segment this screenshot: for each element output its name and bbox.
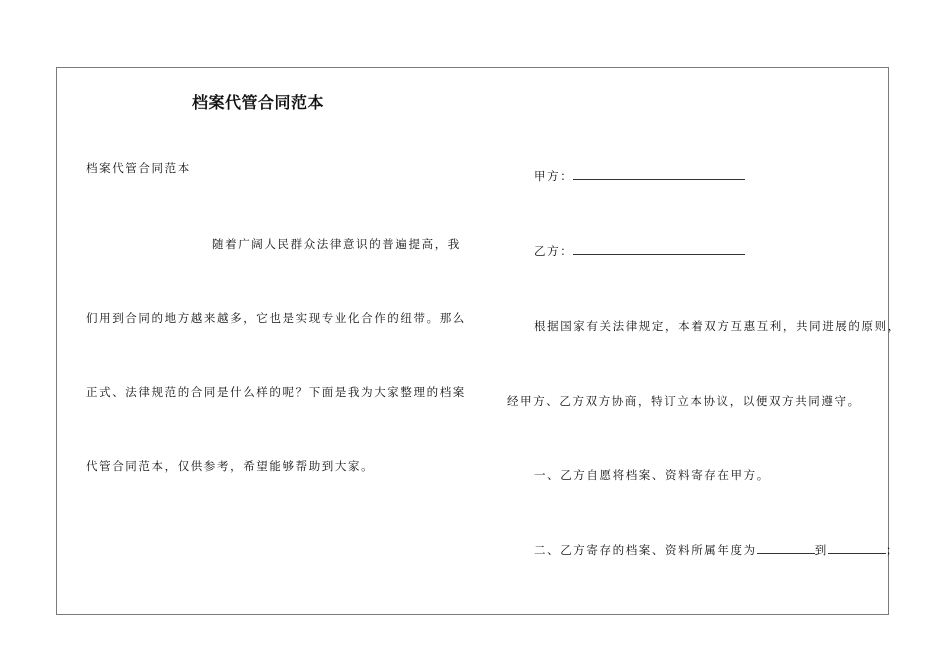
party-b-blank — [573, 243, 745, 255]
party-b-line — [534, 243, 745, 259]
paragraph-line: 们用到合同的地方越来越多，它也是实现专业化合作的纽带。那么 — [86, 311, 466, 325]
paragraph-line: 随着广阔人民群众法律意识的普遍提高，我 — [212, 237, 461, 251]
clause-2 — [534, 542, 899, 558]
document-frame — [56, 67, 889, 615]
party-a-label: 甲方： — [534, 169, 574, 183]
intro-line: 经甲方、乙方双方协商，特订立本协议，以便双方共同遵守。 — [507, 394, 861, 408]
party-b-label: 乙方： — [534, 244, 574, 258]
party-a-blank — [573, 168, 745, 180]
year-to-blank — [828, 542, 886, 554]
clause-2-text: 二、乙方寄存的档案、资料所属年度为 — [534, 543, 757, 557]
clause-2-end: ； — [885, 543, 899, 557]
paragraph-line: 代管合同范本，仅供参考，希望能够帮助到大家。 — [86, 459, 375, 473]
subtitle: 档案代管合同范本 — [86, 161, 191, 175]
party-a-line — [534, 168, 745, 184]
clause-1: 一、乙方自愿将档案、资料寄存在甲方。 — [534, 468, 770, 482]
paragraph-line: 正式、法律规范的合同是什么样的呢？下面是我为大家整理的档案 — [86, 385, 466, 399]
year-from-blank — [757, 542, 815, 554]
intro-line: 根据国家有关法律规定，本着双方互惠互利，共同进展的原则， — [534, 319, 901, 333]
clause-2-to: 到 — [814, 543, 828, 557]
document-title: 档案代管合同范本 — [192, 93, 325, 112]
